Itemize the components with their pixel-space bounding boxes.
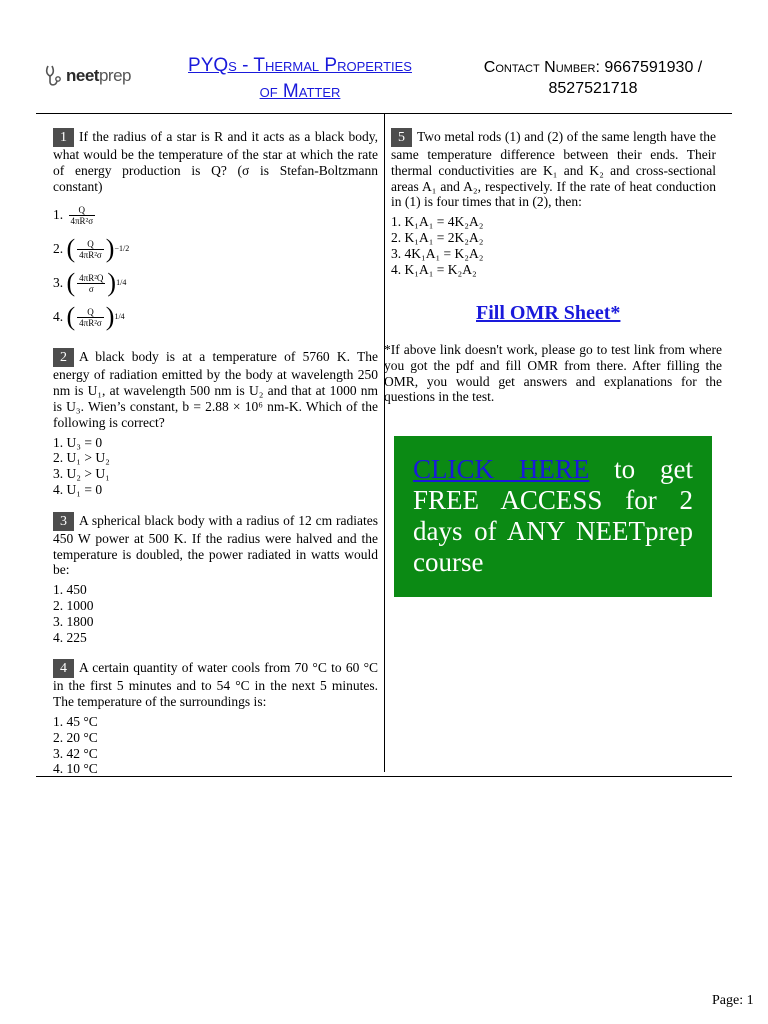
option-2: 2. 1000 — [53, 597, 94, 613]
click-here-link[interactable]: CLICK HERE — [413, 454, 590, 484]
logo-prep-text: prep — [98, 66, 131, 85]
options-list — [53, 714, 378, 777]
contact-info — [462, 57, 724, 99]
question-1 — [53, 128, 378, 334]
question-3 — [53, 512, 378, 646]
exponent: 1/4 — [114, 312, 125, 322]
page-header — [0, 0, 768, 114]
neetprep-logo — [44, 64, 131, 88]
option-3: 3. 4K₁A₁ = K₂A₂ — [391, 245, 484, 261]
contact-label: Contact Number: — [483, 59, 600, 76]
bottom-rule — [36, 776, 732, 777]
option-4: 4. ( $\frac{Q}{\text{4πR²σ}}$ ) 1/4 — [53, 302, 125, 332]
page-title[interactable] — [150, 53, 450, 105]
option-2: 2. K₁A₁ = 2K₂A₂ — [391, 229, 484, 245]
fraction: $\frac{Q}{\text{4πR²σ}}$ — [79, 238, 102, 260]
question-number-badge: 1 — [53, 128, 74, 147]
option-3: 3. 1800 — [53, 613, 94, 629]
banner-text — [413, 454, 693, 578]
fraction: $\frac{Q}{\text{4πR²σ}}$ — [70, 204, 94, 226]
options-list — [391, 214, 716, 277]
option-4: 4. 225 — [53, 629, 87, 645]
stethoscope-icon — [44, 64, 64, 88]
question-text: If the radius of a star is R and it acts as a black body, what would be the temperature of the star at which the rate of energy production is Q? (σ is Stefan-Boltzmann constant) — [53, 129, 378, 194]
option-1: 1. 45 °C — [53, 713, 98, 729]
option-4: 4. K₁A₁ = K₂A₂ — [391, 261, 477, 277]
question-5 — [391, 128, 716, 277]
banner-rest-text: to get FREE ACCESS for 2 days of ANY NEETprep course — [413, 454, 693, 577]
options-list — [53, 198, 378, 334]
question-2 — [53, 348, 378, 497]
question-text: Two metal rods (1) and (2) of the same length have the same temperature difference between their ends. Their thermal conductivities are K₁ and K₂ and cross-sectional areas A₁ and A₂, respectively. If the rate of heat conduction in (1) is four times that in (2), then: — [391, 129, 716, 210]
option-2: 2. ( $\frac{Q}{\text{4πR²σ}}$ ) −1/2 — [53, 234, 130, 264]
column-divider — [384, 114, 385, 772]
option-4: 4. U₁ = 0 — [53, 481, 103, 497]
page-number: Page: 1 — [712, 993, 754, 1008]
option-1: 1. K₁A₁ = 4K₂A₂ — [391, 214, 484, 230]
option-4: 4. 10 °C — [53, 761, 98, 777]
question-text: A spherical black body with a radius of 12 cm radiates 450 W power at 500 K. If the radius were halved and the temperature is doubled, the power radiated in watts would be: — [53, 512, 378, 578]
option-2: 2. 20 °C — [53, 729, 98, 745]
option-1 — [53, 198, 378, 232]
option-label: 2. — [53, 241, 64, 257]
exponent: 1/4 — [116, 278, 127, 288]
options-list — [53, 582, 378, 645]
title-line-2[interactable]: of Matter — [259, 81, 341, 102]
option-3: 3. U₂ > U₁ — [53, 466, 110, 482]
omr-note: *If above link doesn't work, please go to test link from where you got the pdf and fill OMR from there. After filling the OMR, you would get answers and explanations for the questions in the test. — [384, 342, 722, 405]
fill-omr-sheet-link[interactable]: Fill OMR Sheet* — [476, 302, 621, 324]
right-column — [391, 128, 716, 291]
title-line-1[interactable]: PYQs - Thermal Properties — [188, 55, 412, 76]
question-text: A black body is at a temperature of 5760 K. The energy of radiation emitted by the body at wavelength 250 nm is U₁, at wavelength 500 nm is U₂ and that at 1000 nm is U₃. Wien’s constant, b = 2.88 × 10⁶ nm-K. Which of the following is correct? — [53, 349, 378, 430]
contact-number-1: 9667591930 / — [604, 59, 703, 76]
option-label: 4. — [53, 309, 64, 325]
logo-neet-text: neet — [66, 66, 99, 85]
left-column — [53, 128, 378, 791]
question-number-badge: 3 — [53, 512, 74, 531]
option-3: 3. ( $\frac{\text{4πR²Q}}{\sigma}$ ) 1/4 — [53, 268, 127, 298]
fraction: $\frac{Q}{\text{4πR²σ}}$ — [79, 306, 102, 328]
option-label: 3. — [53, 275, 64, 291]
free-access-banner[interactable] — [394, 436, 712, 597]
question-4 — [53, 659, 378, 777]
exponent: −1/2 — [114, 244, 130, 254]
fraction: $\frac{\text{4πR²Q}}{\sigma}$ — [79, 272, 104, 294]
option-3: 3. 42 °C — [53, 745, 98, 761]
option-1: 1. 450 — [53, 582, 87, 598]
options-list — [53, 435, 378, 498]
question-number-badge: 2 — [53, 348, 74, 367]
question-number-badge: 5 — [391, 128, 412, 147]
question-number-badge: 4 — [53, 659, 74, 678]
option-1: 1. U₃ = 0 — [53, 434, 103, 450]
option-label: 1. — [53, 207, 64, 223]
contact-number-2: 8527521718 — [548, 80, 638, 97]
question-text: A certain quantity of water cools from 70 °C to 60 °C in the first 5 minutes and to 54 °C in the next 5 minutes. The temperature of the surroundings is: — [53, 660, 378, 710]
option-2: 2. U₁ > U₂ — [53, 450, 110, 466]
